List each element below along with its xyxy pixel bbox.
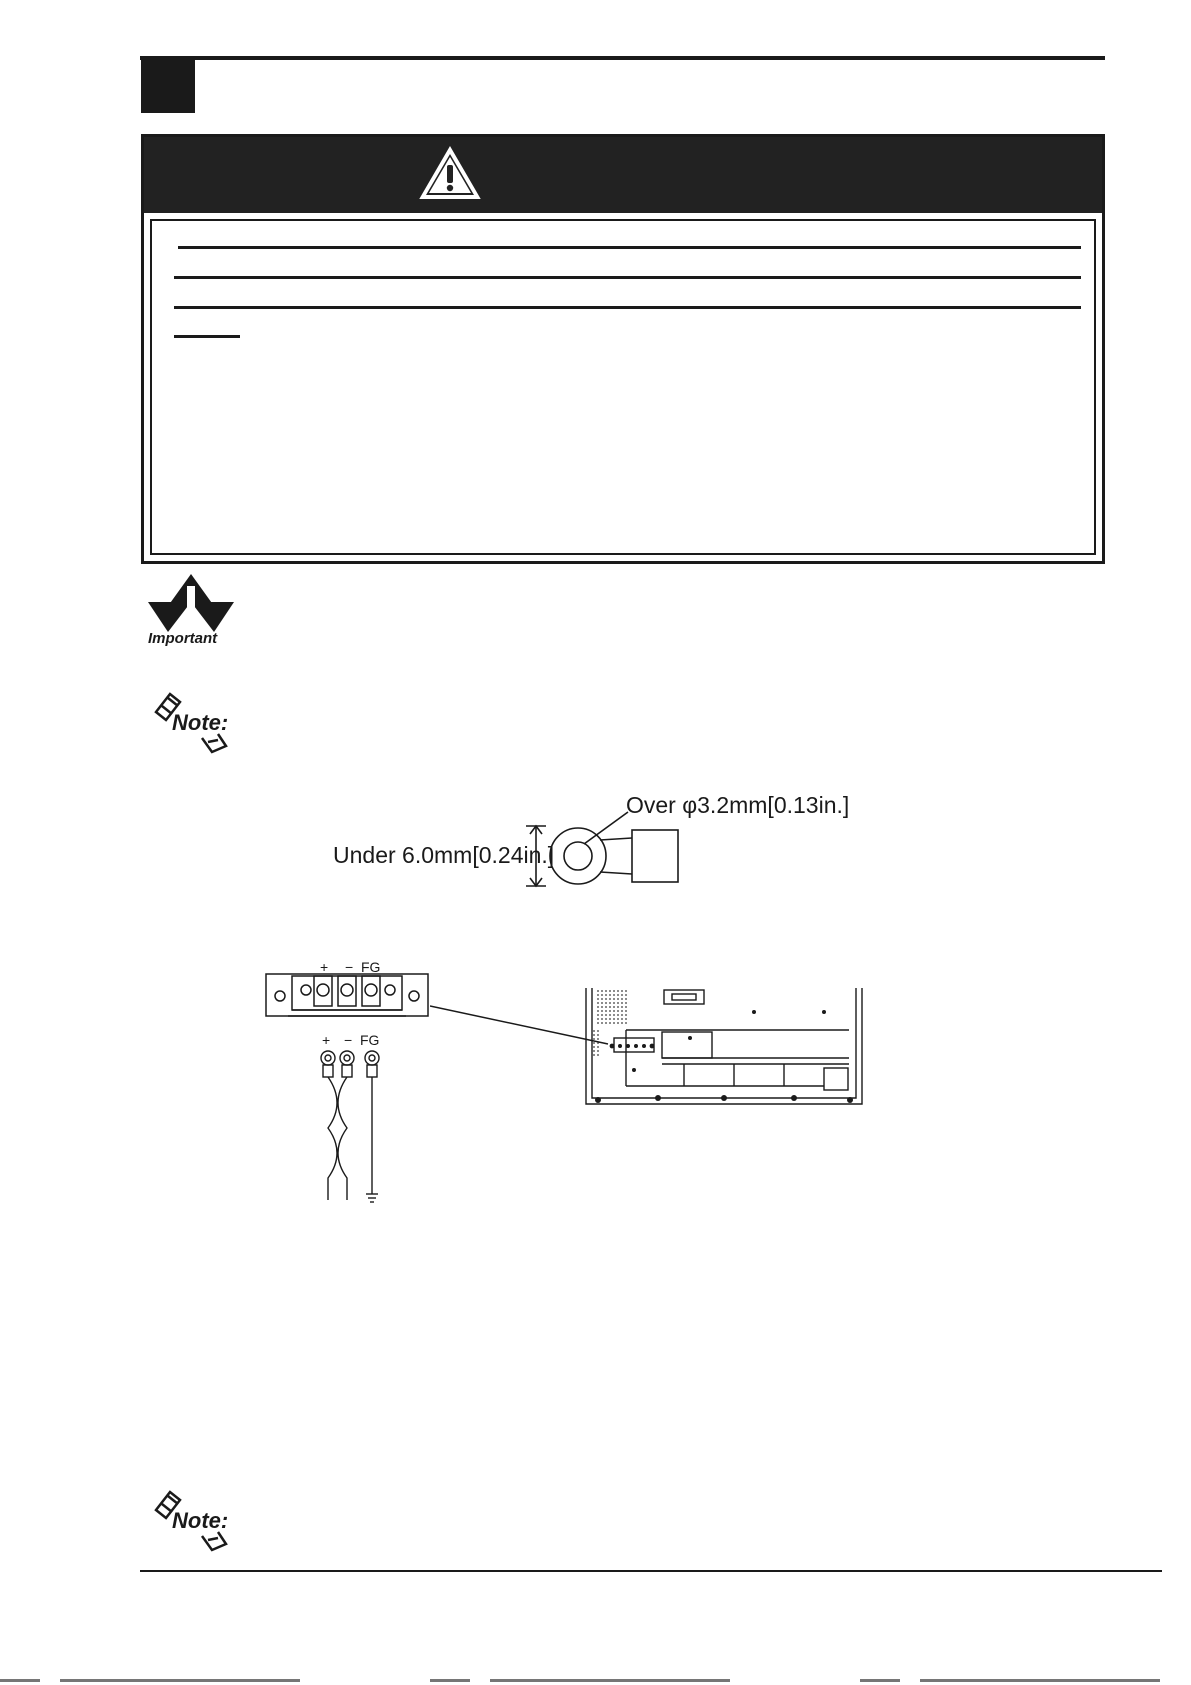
warning-inner-frame bbox=[150, 219, 1096, 555]
unit-rear-view-diagram bbox=[584, 986, 864, 1108]
power-wires-diagram bbox=[318, 1048, 388, 1208]
note-icon-2 bbox=[152, 1486, 238, 1558]
important-triangles-icon bbox=[146, 572, 236, 632]
warning-line-1 bbox=[178, 246, 1081, 249]
warning-triangle-icon bbox=[418, 145, 482, 201]
crimp-lug-diagram bbox=[520, 800, 690, 890]
note-label: Note: bbox=[172, 710, 229, 735]
wire-label-plus: + bbox=[322, 1032, 331, 1048]
connection-leader-line bbox=[430, 1000, 610, 1050]
lug-width-label: Under 6.0mm[0.24in.] bbox=[333, 842, 555, 868]
note-label-2: Note: bbox=[172, 1508, 229, 1533]
warning-box bbox=[141, 134, 1105, 564]
warning-line-3 bbox=[174, 306, 1081, 309]
important-label: Important bbox=[148, 630, 218, 647]
section-number-block bbox=[141, 59, 195, 113]
terminal-block-diagram bbox=[262, 970, 432, 1020]
header-rule bbox=[140, 56, 1105, 60]
terminal-label-plus: + bbox=[320, 959, 329, 975]
terminal-label-minus: − bbox=[345, 959, 354, 975]
note-icon bbox=[152, 688, 238, 760]
warning-line-4 bbox=[174, 335, 240, 338]
wire-label-fg: FG bbox=[360, 1032, 380, 1048]
warning-line-2 bbox=[174, 276, 1081, 279]
terminal-label-fg: FG bbox=[361, 959, 381, 975]
page-bottom-shadow bbox=[0, 1679, 1191, 1682]
footer-rule bbox=[140, 1570, 1162, 1572]
important-icon bbox=[146, 572, 236, 648]
wire-label-minus: − bbox=[344, 1032, 353, 1048]
warning-title-bar bbox=[144, 137, 1102, 213]
lug-diameter-label: Over φ3.2mm[0.13in.] bbox=[626, 792, 850, 818]
